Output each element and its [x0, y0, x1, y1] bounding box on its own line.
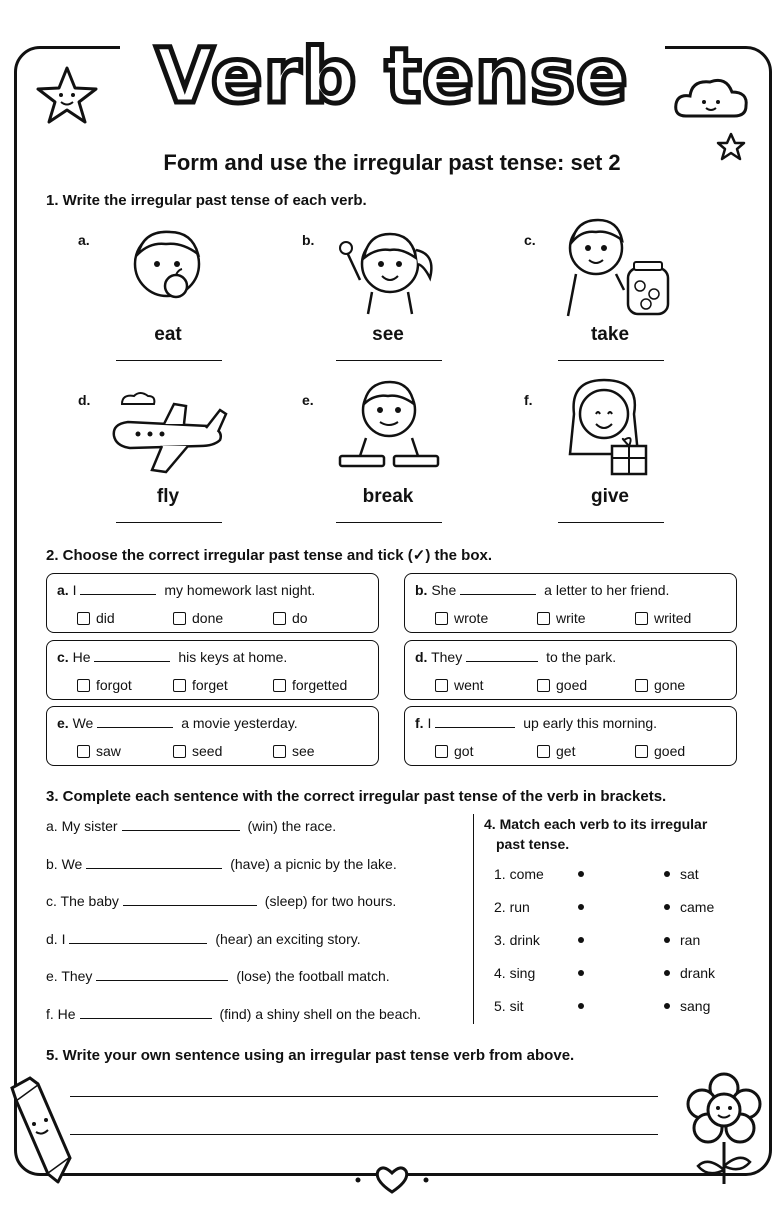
girl-giving-gift-icon — [560, 374, 656, 476]
match-dot-right[interactable] — [664, 904, 670, 910]
option-f-3[interactable]: goed — [635, 743, 685, 759]
answer-line-f[interactable] — [558, 522, 664, 523]
sentence-f: f. He (find) a shiny shell on the beach. — [46, 1006, 422, 1022]
sentence-c: c. The baby (sleep) for two hours. — [46, 893, 397, 909]
checkbox-icon[interactable] — [273, 612, 286, 625]
match-dot-left[interactable] — [578, 970, 584, 976]
option-e-3[interactable]: see — [273, 743, 315, 759]
option-e-1[interactable]: saw — [77, 743, 121, 759]
match-right-3: ran — [680, 932, 701, 948]
option-a-3[interactable]: do — [273, 610, 308, 626]
match-dot-left[interactable] — [578, 937, 584, 943]
checkbox-icon[interactable] — [635, 679, 648, 692]
option-f-2[interactable]: get — [537, 743, 575, 759]
option-b-3[interactable]: writed — [635, 610, 691, 626]
verb-break: break — [362, 486, 414, 507]
checkbox-icon[interactable] — [537, 679, 550, 692]
item-c-letter: c. — [524, 232, 536, 248]
option-c-2[interactable]: forget — [173, 677, 228, 693]
question-box-c — [46, 640, 379, 700]
airplane-icon — [108, 390, 232, 476]
verb-give: give — [590, 486, 630, 507]
boy-eating-apple-icon — [122, 220, 212, 315]
match-left-1: 1. come — [494, 866, 544, 882]
writing-line-1[interactable] — [70, 1096, 658, 1097]
sentence-e: e. They (lose) the football match. — [46, 968, 390, 984]
match-left-4: 4. sing — [494, 965, 536, 981]
verb-see: see — [372, 324, 404, 345]
checkbox-icon[interactable] — [77, 612, 90, 625]
sentence-d: d. I (hear) an exciting story. — [46, 931, 361, 947]
writing-line-2[interactable] — [70, 1134, 658, 1135]
checkbox-icon[interactable] — [435, 679, 448, 692]
match-right-2: came — [680, 899, 715, 915]
match-right-1: sat — [680, 866, 699, 882]
match-dot-right[interactable] — [664, 1003, 670, 1009]
small-star-icon — [716, 132, 746, 162]
option-a-2[interactable]: done — [173, 610, 223, 626]
boy-breaking-stick-icon — [336, 374, 442, 472]
sentence-a: a. My sister (win) the race. — [46, 818, 337, 834]
option-b-2[interactable]: write — [537, 610, 586, 626]
match-left-5: 5. sit — [494, 998, 524, 1014]
heart-doodle-icon — [352, 1162, 432, 1196]
answer-line-e[interactable] — [336, 522, 442, 523]
match-dot-right[interactable] — [664, 970, 670, 976]
option-d-3[interactable]: gone — [635, 677, 685, 693]
item-e-letter: e. — [302, 392, 314, 408]
question-box-f — [404, 706, 737, 766]
question-d-text: d. They to the park. — [415, 649, 617, 665]
question-e-text: e. We a movie yesterday. — [57, 715, 298, 731]
section4-heading: 4. Match each verb to its irregular past tense. — [484, 816, 708, 852]
checkbox-icon[interactable] — [173, 745, 186, 758]
checkbox-icon[interactable] — [173, 679, 186, 692]
option-c-1[interactable]: forgot — [77, 677, 132, 693]
item-d-letter: d. — [78, 392, 91, 408]
match-left-2: 2. run — [494, 899, 530, 915]
checkbox-icon[interactable] — [635, 612, 648, 625]
flower-doodle-icon — [684, 1070, 766, 1188]
answer-line-a[interactable] — [116, 360, 222, 361]
option-d-1[interactable]: went — [435, 677, 484, 693]
checkbox-icon[interactable] — [77, 745, 90, 758]
item-b-letter: b. — [302, 232, 315, 248]
question-box-a — [46, 573, 379, 633]
question-a-text: a. I my homework last night. — [57, 582, 316, 598]
question-box-e — [46, 706, 379, 766]
match-left-3: 3. drink — [494, 932, 540, 948]
option-b-1[interactable]: wrote — [435, 610, 488, 626]
section-divider — [473, 814, 474, 1024]
checkbox-icon[interactable] — [537, 745, 550, 758]
page-subtitle: Form and use the irregular past tense: set 2 — [163, 150, 621, 175]
match-dot-right[interactable] — [664, 871, 670, 877]
checkbox-icon[interactable] — [273, 745, 286, 758]
checkbox-icon[interactable] — [77, 679, 90, 692]
match-right-4: drank — [680, 965, 716, 981]
option-c-3[interactable]: forgetted — [273, 677, 347, 693]
checkbox-icon[interactable] — [635, 745, 648, 758]
answer-line-c[interactable] — [558, 360, 664, 361]
option-a-1[interactable]: did — [77, 610, 115, 626]
option-d-2[interactable]: goed — [537, 677, 587, 693]
section5-heading: 5. Write your own sentence using an irregular past tense verb from above. — [46, 1047, 575, 1064]
section1-heading: 1. Write the irregular past tense of each verb. — [46, 192, 367, 209]
question-b-text: b. She a letter to her friend. — [415, 582, 670, 598]
option-e-2[interactable]: seed — [173, 743, 222, 759]
option-f-1[interactable]: got — [435, 743, 473, 759]
item-f-letter: f. — [524, 392, 533, 408]
match-right-5: sang — [680, 998, 711, 1014]
checkbox-icon[interactable] — [435, 612, 448, 625]
pencil-doodle-icon — [8, 1074, 74, 1184]
girl-waving-icon — [338, 220, 442, 315]
star-doodle-icon — [34, 64, 100, 126]
boy-taking-cookies-icon — [562, 212, 672, 318]
match-dot-left[interactable] — [578, 871, 584, 877]
section2-heading: 2. Choose the correct irregular past tense and tick (✓) the box. — [46, 547, 493, 564]
item-a-letter: a. — [78, 232, 90, 248]
answer-line-b[interactable] — [336, 360, 442, 361]
checkbox-icon[interactable] — [173, 612, 186, 625]
match-dot-left[interactable] — [578, 1003, 584, 1009]
verb-fly: fly — [156, 486, 180, 507]
question-c-text: c. He his keys at home. — [57, 649, 288, 665]
checkbox-icon[interactable] — [537, 612, 550, 625]
checkbox-icon[interactable] — [273, 679, 286, 692]
question-box-b — [404, 573, 737, 633]
page-title: Verb tense — [155, 31, 629, 120]
section3-heading: 3. Complete each sentence with the correct irregular past tense of the verb in brackets. — [46, 788, 667, 805]
sentence-b: b. We (have) a picnic by the lake. — [46, 856, 397, 872]
match-dot-left[interactable] — [578, 904, 584, 910]
question-f-text: f. I up early this morning. — [415, 715, 658, 731]
question-box-d — [404, 640, 737, 700]
verb-eat: eat — [154, 324, 182, 345]
answer-line-d[interactable] — [116, 522, 222, 523]
match-dot-right[interactable] — [664, 937, 670, 943]
checkbox-icon[interactable] — [435, 745, 448, 758]
verb-take: take — [590, 324, 630, 345]
cloud-doodle-icon — [672, 70, 752, 126]
